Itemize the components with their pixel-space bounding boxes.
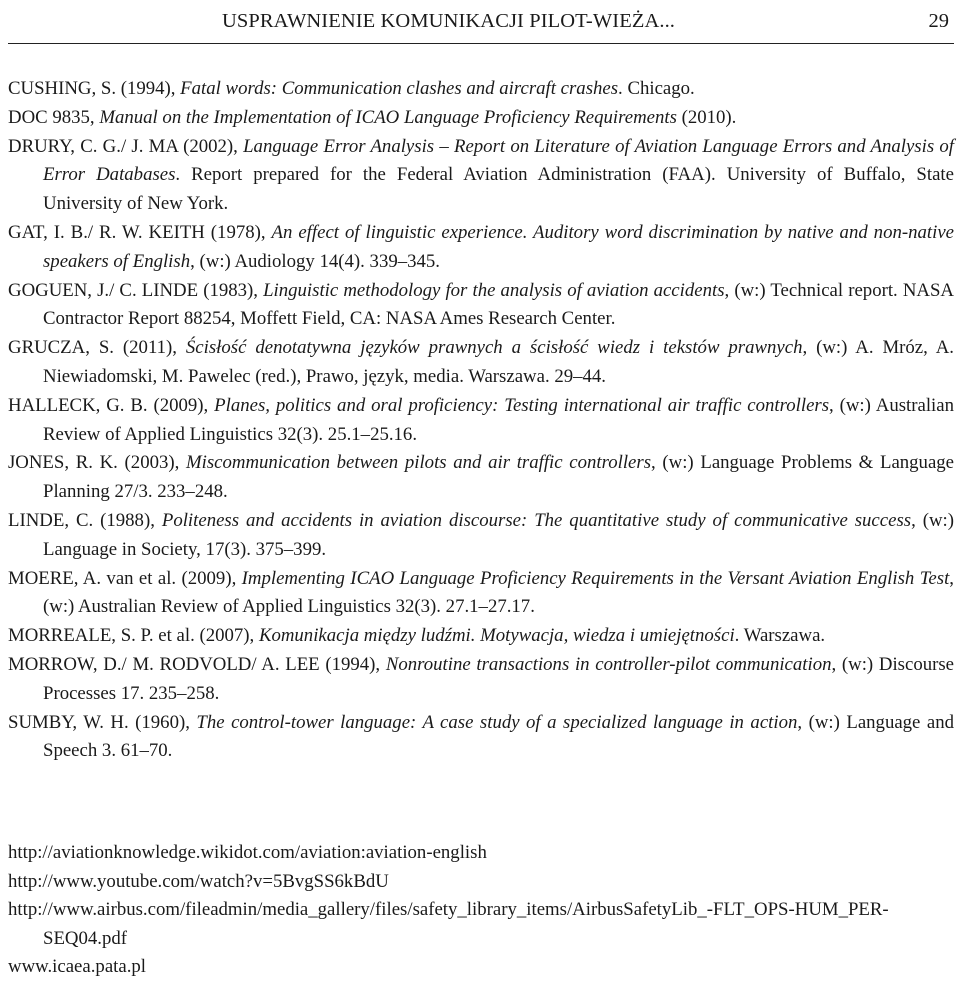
reference-author: CUSHING, S. (1994), xyxy=(8,78,181,99)
reference-details: , (w:) Australian Review of Applied Linguistics 32(3). 27.1–27.17. xyxy=(43,567,954,618)
reference-title: Komunikacja między ludźmi. Motywacja, wiedza i umiejętności xyxy=(258,625,735,647)
reference-author: JONES, R. K. (2003), xyxy=(8,452,186,474)
reference-title: Language Error Analysis – Report on Literature of Aviation Language Errors and Analysis of Error Databases xyxy=(43,135,954,186)
reference-author: LINDE, C. (1988), xyxy=(8,509,162,531)
reference-details: , (w:) Language in Society, 17(3). 375–399. xyxy=(43,509,954,560)
reference-entry xyxy=(8,277,954,335)
reference-author: GRUCZA, S. (2011), xyxy=(8,337,186,359)
reference-title: Implementing ICAO Language Proficiency Requirements in the Versant Aviation English Test xyxy=(241,567,950,589)
reference-title: Nonroutine transactions in controller-pilot communication xyxy=(385,653,832,675)
reference-title: Planes, politics and oral proficiency: Testing international air traffic controllers xyxy=(214,394,830,416)
reference-entry xyxy=(8,565,954,623)
header-rule xyxy=(8,43,954,44)
reference-entry xyxy=(8,104,954,133)
reference-details: , (w:) Language Problems & Language Planning 27/3. 233–248. xyxy=(43,452,955,503)
reference-details: (2010). xyxy=(676,106,737,128)
reference-author: SUMBY, W. H. (1960), xyxy=(8,711,197,733)
reference-entry xyxy=(8,507,954,565)
reference-entry xyxy=(8,219,954,277)
reference-author: HALLECK, G. B. (2009), xyxy=(8,394,215,416)
reference-author: DOC 9835, xyxy=(8,106,100,128)
reference-title: Miscommunication between pilots and air traffic controllers xyxy=(186,452,652,474)
reference-title: Ścisłość denotatywna języków prawnych a ścisłość wiedz i tekstów prawnych xyxy=(185,337,803,359)
reference-entry xyxy=(8,133,954,219)
reference-details: , (w:) Audiology 14(4). 339–345. xyxy=(190,250,440,272)
reference-details: , (w:) Discourse Processes 17. 235–258. xyxy=(43,653,954,704)
bibliography xyxy=(8,75,954,766)
reference-details: . Chicago. xyxy=(618,78,695,99)
web-link[interactable]: http://aviationknowledge.wikidot.com/aviation:aviation-english xyxy=(8,842,487,863)
web-link[interactable]: www.icaea.pata.pl xyxy=(8,956,147,978)
reference-author: GAT, I. B./ R. W. KEITH (1978), xyxy=(8,221,272,243)
reference-title: The control-tower language: A case study of a specialized language in action xyxy=(196,711,798,733)
reference-details: , (w:) A. Mróz, A. Niewiadomski, M. Pawelec (red.), Prawo, język, media. Warszawa. 29–44. xyxy=(43,337,954,387)
reference-details: . Warszawa. xyxy=(734,625,826,647)
reference-entry xyxy=(8,334,954,392)
reference-entry xyxy=(8,75,954,104)
running-title: USPRAWNIENIE KOMUNIKACJI PILOT-WIEŻA... xyxy=(222,10,676,32)
reference-author: GOGUEN, J./ C. LINDE (1983), xyxy=(8,279,264,301)
web-link[interactable]: http://www.airbus.com/fileadmin/media_gallery/files/safety_library_items/AirbusSafetyLib_-FLT_OPS-HUM_PER-SEQ04.pdf xyxy=(8,899,889,949)
web-sources xyxy=(8,839,954,982)
web-link[interactable]: http://www.youtube.com/watch?v=5BvgSS6kBdU xyxy=(8,870,389,892)
reference-details: , (w:) Technical report. NASA Contractor Report 88254, Moffett Field, CA: NASA Ames Research Center. xyxy=(43,279,954,330)
reference-details: , (w:) Language and Speech 3. 61–70. xyxy=(43,711,954,762)
reference-author: MORREALE, S. P. et al. (2007), xyxy=(8,625,259,647)
reference-author: DRURY, C. G./ J. MA (2002), xyxy=(8,135,244,157)
reference-entry xyxy=(8,651,954,709)
reference-entry xyxy=(8,392,954,450)
reference-title: Manual on the Implementation of ICAO Language Proficiency Requirements xyxy=(99,106,677,128)
page-header xyxy=(8,6,954,44)
reference-details: , (w:) Australian Review of Applied Linguistics 32(3). 25.1–25.16. xyxy=(43,394,954,445)
reference-title: An effect of linguistic experience. Auditory word discrimination by native and non-native speakers of English xyxy=(43,221,954,272)
page-number: 29 xyxy=(928,10,949,32)
reference-author: MOERE, A. van et al. (2009), xyxy=(8,567,242,589)
reference-details: . Report prepared for the Federal Aviation Administration (FAA). University of Buffalo, State University of New York. xyxy=(43,164,954,215)
reference-entry xyxy=(8,449,954,507)
reference-title: Linguistic methodology for the analysis of aviation accidents xyxy=(263,279,725,301)
reference-entry xyxy=(8,709,954,767)
reference-title: Politeness and accidents in aviation discourse: The quantitative study of communicative success xyxy=(161,509,912,531)
reference-author: MORROW, D./ M. RODVOLD/ A. LEE (1994), xyxy=(8,653,386,675)
reference-title: Fatal words: Communication clashes and aircraft crashes xyxy=(180,78,619,99)
reference-entry xyxy=(8,622,954,651)
